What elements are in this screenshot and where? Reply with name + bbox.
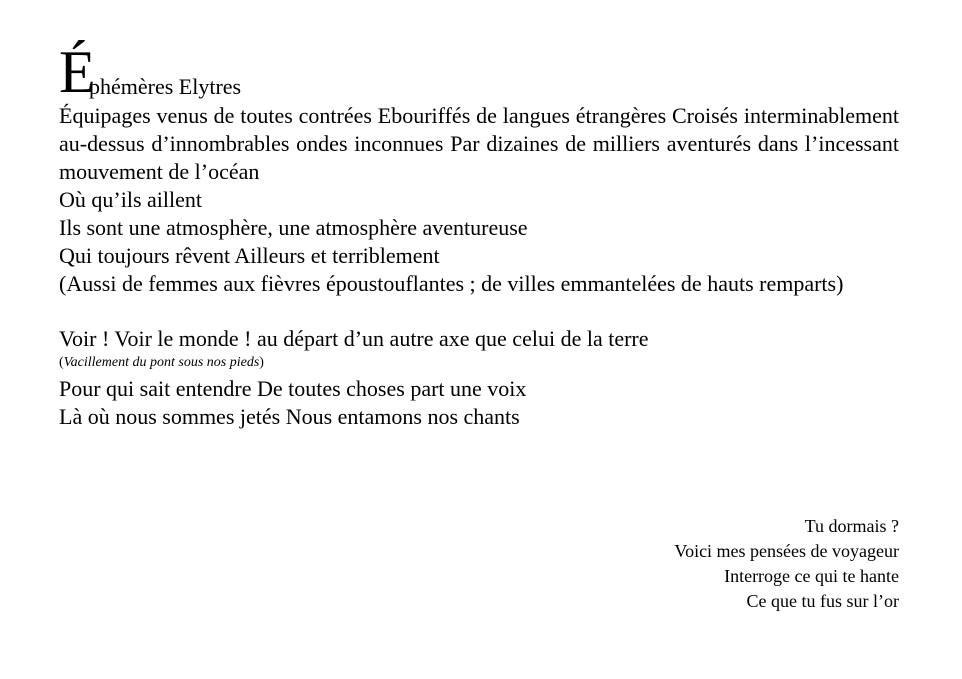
stanza-1-parenthetical: (Aussi de femmes aux fièvres époustouflantes ; de villes emmantelées de hauts remparts) <box>59 271 844 296</box>
poem-title <box>59 39 899 105</box>
poem-body <box>59 102 899 431</box>
closing-stanza <box>674 514 899 614</box>
note-close-paren: ) <box>259 355 264 370</box>
stanza-1-paragraph: Équipages venus de toutes contrées Ebouriffés de langues étrangères Croisés interminablement au-dessus d’innombrables ondes inconnues Par dizaines de milliers aventurés dans l’incessant mouvement de l’océan <box>59 103 899 184</box>
stanza-1-line-2: Ils sont une atmosphère, une atmosphère aventureuse <box>59 215 528 240</box>
note-italic-text: Vacillement du pont sous nos pieds <box>63 355 260 370</box>
stanza-gap <box>59 298 899 325</box>
closing-line-1: Tu dormais ? <box>804 516 899 536</box>
stanza-2-line-3: Là où nous sommes jetés Nous entamons nos chants <box>59 404 520 429</box>
poem-page <box>59 39 899 611</box>
stanza-2-line-2: Pour qui sait entendre De toutes choses part une voix <box>59 376 527 401</box>
stanza-2-note <box>59 354 899 372</box>
stanza-2-line-1: Voir ! Voir le monde ! au départ d’un autre axe que celui de la terre <box>59 326 649 351</box>
stanza-1-line-1: Où qu’ils aillent <box>59 187 202 212</box>
closing-line-2: Voici mes pensées de voyageur <box>674 541 899 561</box>
stanza-1-line-3: Qui toujours rêvent Ailleurs et terriblement <box>59 243 440 268</box>
note-open-paren: ( <box>59 355 64 370</box>
title-text: phémères Elytres <box>89 74 242 99</box>
closing-line-4: Ce que tu fus sur l’or <box>746 591 899 611</box>
title-dropcap: É <box>59 39 96 105</box>
closing-line-3: Interroge ce qui te hante <box>724 566 899 586</box>
